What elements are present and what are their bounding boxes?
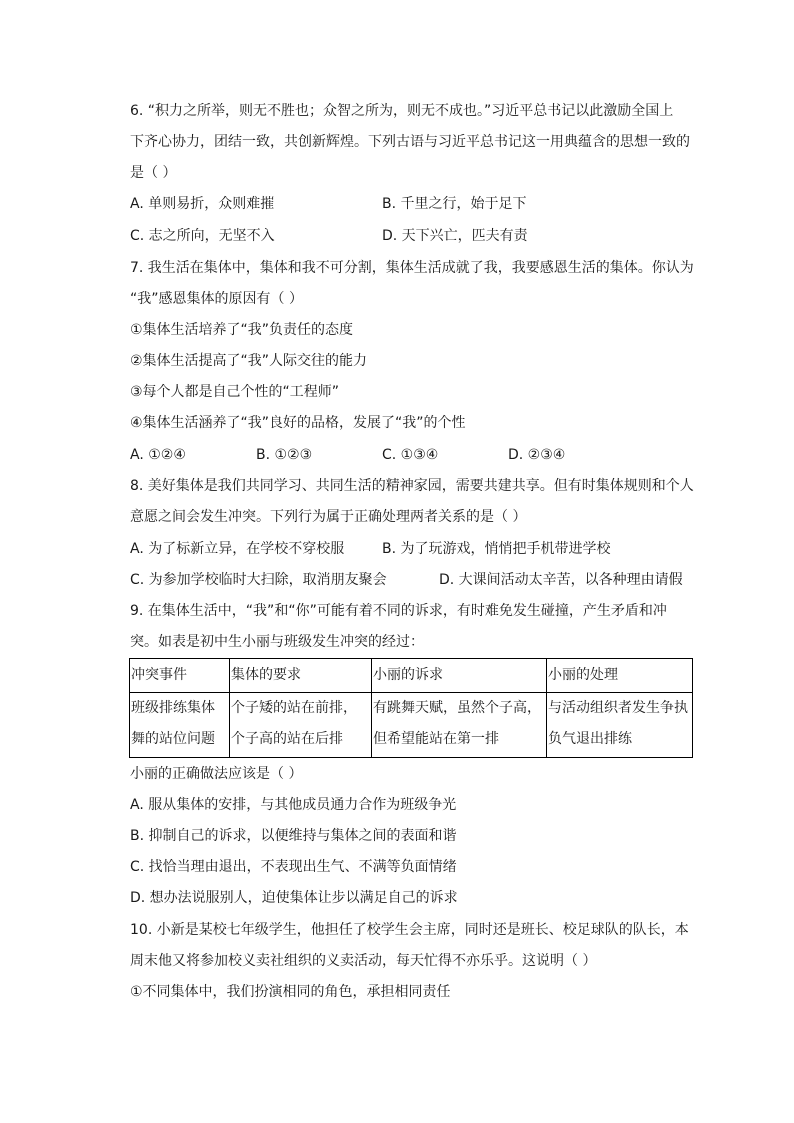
q8-option-b[interactable]: B. 为了玩游戏，悄悄把手机带进学校 [382,541,611,557]
q7-stem-line-1: 7. 我生活在集体中，集体和我不可分割，集体生活成就了我，我要感恩生活的集体。你认为 [130,260,694,276]
q8-option-a[interactable]: A. 为了标新立异，在学校不穿校服 [130,541,345,557]
q9-stem-line-2: 突。如表是初中生小丽与班级发生冲突的经过： [130,634,424,650]
q6-stem-line-1: 6. “积力之所举，则无不胜也；众智之所为，则无不成也。”习近平总书记以此激励全国上 [130,103,674,119]
q10-statement-1: ①不同集体中，我们扮演相同的角色，承担相同责任 [130,984,451,1000]
q9-prompt: 小丽的正确做法应该是（ ） [130,766,303,782]
q8-stem-line-1: 8. 美好集体是我们共同学习、共同生活的精神家园，需要共建共享。但有时集体规则和个人 [130,478,694,494]
q7-statement-1: ①集体生活培养了“我”负责任的态度 [130,322,354,338]
q9-option-d[interactable]: D. 想办法说服别人，迫使集体让步以满足自己的诉求 [130,890,458,906]
q9-option-a[interactable]: A. 服从集体的安排，与其他成员通力合作为班级争光 [130,797,457,813]
q7-option-a[interactable]: A. ①②④ [130,447,186,463]
q10-stem-line-1: 10. 小新是某校七年级学生，他担任了校学生会主席，同时还是班长、校足球队的队长，本 [130,922,689,938]
table-cell: 班级排练集体舞的站位问题 [130,693,230,758]
q10-stem-line-2: 周末他又将参加校义卖社组织的义卖活动，每天忙得不亦乐乎。这说明（ ） [130,953,597,969]
q7-statement-4: ④集体生活涵养了“我”良好的品格，发展了“我”的个性 [130,415,466,431]
q7-option-b[interactable]: B. ①②③ [256,447,313,463]
q9-option-b[interactable]: B. 抑制自己的诉求，以便维持与集体之间的表面和谐 [130,828,457,844]
q7-stem-line-2: “我”感恩集体的原因有（ ） [130,291,303,307]
q6-stem-line-3: 是（ ） [130,165,177,181]
table-cell: 个子矮的站在前排，个子高的站在后排 [230,693,372,758]
table-header-cell: 小丽的处理 [547,659,693,693]
q9-stem-line-1: 9. 在集体生活中，“我”和“你”可能有着不同的诉求，有时难免发生碰撞，产生矛盾和冲 [130,603,667,619]
q6-option-d[interactable]: D. 天下兴亡，匹夫有责 [382,228,528,244]
q8-option-c[interactable]: C. 为参加学校临时大扫除，取消朋友聚会 [130,572,387,588]
q6-option-b[interactable]: B. 千里之行，始于足下 [382,196,527,212]
q6-option-c[interactable]: C. 志之所向，无坚不入 [130,228,275,244]
table-header-cell: 小丽的诉求 [372,659,547,693]
q9-option-c[interactable]: C. 找恰当理由退出，不表现出生气、不满等负面情绪 [130,859,457,875]
table-row [130,693,693,758]
q7-option-d[interactable]: D. ②③④ [508,447,566,463]
q7-statement-3: ③每个人都是自己个性的“工程师” [130,384,340,400]
table-header-cell: 集体的要求 [230,659,372,693]
table-cell: 有跳舞天赋，虽然个子高，但希望能站在第一排 [372,693,547,758]
q6-stem-line-2: 下齐心协力，团结一致，共创新辉煌。下列古语与习近平总书记这一用典蕴含的思想一致的 [130,134,690,150]
q7-option-c[interactable]: C. ①③④ [382,447,439,463]
table-header-cell: 冲突事件 [130,659,230,693]
conflict-table [129,658,693,758]
table-cell: 与活动组织者发生争执负气退出排练 [547,693,693,758]
q7-statement-2: ②集体生活提高了“我”人际交往的能力 [130,353,368,369]
q6-option-a[interactable]: A. 单则易折，众则难摧 [130,196,275,212]
q8-stem-line-2: 意愿之间会发生冲突。下列行为属于正确处理两者关系的是（ ） [130,509,527,525]
table-header-row [130,659,693,693]
q8-option-d[interactable]: D. 大课间活动太辛苦，以各种理由请假 [439,572,683,588]
